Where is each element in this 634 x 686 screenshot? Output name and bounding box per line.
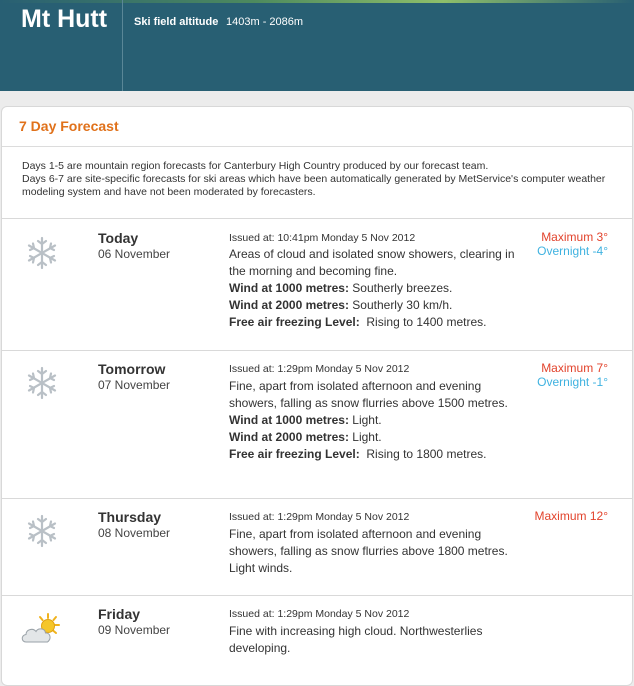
overnight-temp: Overnight -1° — [537, 375, 608, 389]
forecast-summary: Fine with increasing high cloud. Northwesterlies developing. — [229, 624, 483, 655]
issued-at: Issued at: 1:29pm Monday 5 Nov 2012 — [229, 363, 410, 375]
forecast-day-friday — [2, 595, 632, 685]
place-name: Mt Hutt — [21, 5, 108, 33]
forecast-details — [229, 378, 529, 463]
altitude-value: 1403m - 2086m — [226, 16, 304, 28]
issued-at: Issued at: 10:41pm Monday 5 Nov 2012 — [229, 232, 416, 244]
wind-2000 — [229, 429, 529, 446]
wind-1000-label: Wind at 1000 metres: — [229, 281, 349, 295]
day-date: 09 November — [98, 623, 171, 637]
forecast-details — [229, 623, 529, 657]
forecast-panel — [1, 106, 633, 686]
issued-at: Issued at: 1:29pm Monday 5 Nov 2012 — [229, 608, 410, 620]
day-name: Tomorrow — [98, 361, 166, 377]
day-name: Thursday — [98, 509, 162, 525]
intro-line-2: Days 6-7 are site-specific forecasts for ski areas which have been automatically generated by MetService's computer weather modeling system and have not been moderated by forecasters. — [22, 173, 606, 198]
header-divider — [122, 0, 123, 91]
intro-line-1: Days 1-5 are mountain region forecasts for Canterbury High Country produced by our forecast team. — [22, 160, 489, 172]
wind-2000 — [229, 297, 529, 314]
wind-1000 — [229, 280, 529, 297]
forecast-summary: Fine, apart from isolated afternoon and evening showers, falling as snow flurries above 1500 metres. — [229, 379, 508, 410]
freezing-level — [229, 446, 529, 463]
forecast-title: 7 Day Forecast — [19, 118, 119, 134]
max-temp: Maximum 3° — [541, 230, 608, 244]
wind-1000-value: Light. — [352, 413, 382, 427]
freezing-level-value: Rising to 1800 metres. — [366, 447, 487, 461]
max-temp: Maximum 7° — [541, 361, 608, 375]
title-divider — [2, 146, 632, 147]
freezing-level-label: Free air freezing Level: — [229, 315, 360, 329]
wind-1000 — [229, 412, 529, 429]
forecast-details — [229, 526, 529, 577]
wind-2000-value: Light. — [352, 430, 382, 444]
forecast-day-tomorrow — [2, 350, 632, 498]
forecast-summary: Fine, apart from isolated afternoon and evening showers, falling as snow flurries above 1800 metres. Light winds. — [229, 527, 508, 575]
freezing-level-value: Rising to 1400 metres. — [366, 315, 487, 329]
wind-2000-value: Southerly 30 km/h. — [352, 298, 453, 312]
snowflake-icon — [24, 365, 60, 401]
overnight-temp: Overnight -4° — [537, 244, 608, 258]
wind-2000-label: Wind at 2000 metres: — [229, 430, 349, 444]
wind-1000-value: Southerly breezes. — [352, 281, 453, 295]
day-date: 06 November — [98, 247, 171, 261]
day-name: Today — [98, 230, 139, 246]
snowflake-icon — [24, 513, 60, 549]
forecast-day-thursday — [2, 498, 632, 595]
site-header — [0, 0, 634, 91]
max-temp: Maximum 12° — [534, 509, 608, 523]
freezing-level-label: Free air freezing Level: — [229, 447, 360, 461]
partly-cloudy-icon — [20, 611, 62, 647]
altitude-label: Ski field altitude — [134, 16, 219, 28]
day-date: 08 November — [98, 526, 171, 540]
day-date: 07 November — [98, 378, 171, 392]
wind-2000-label: Wind at 2000 metres: — [229, 298, 349, 312]
header-accent-line — [0, 0, 634, 3]
forecast-intro — [22, 160, 612, 199]
freezing-level — [229, 314, 529, 331]
forecast-details — [229, 246, 529, 331]
issued-at: Issued at: 1:29pm Monday 5 Nov 2012 — [229, 511, 410, 523]
forecast-day-today — [2, 218, 632, 350]
snowflake-icon — [24, 235, 60, 271]
forecast-summary: Areas of cloud and isolated snow showers, clearing in the morning and becoming fine. — [229, 247, 515, 278]
wind-1000-label: Wind at 1000 metres: — [229, 413, 349, 427]
day-name: Friday — [98, 606, 141, 622]
